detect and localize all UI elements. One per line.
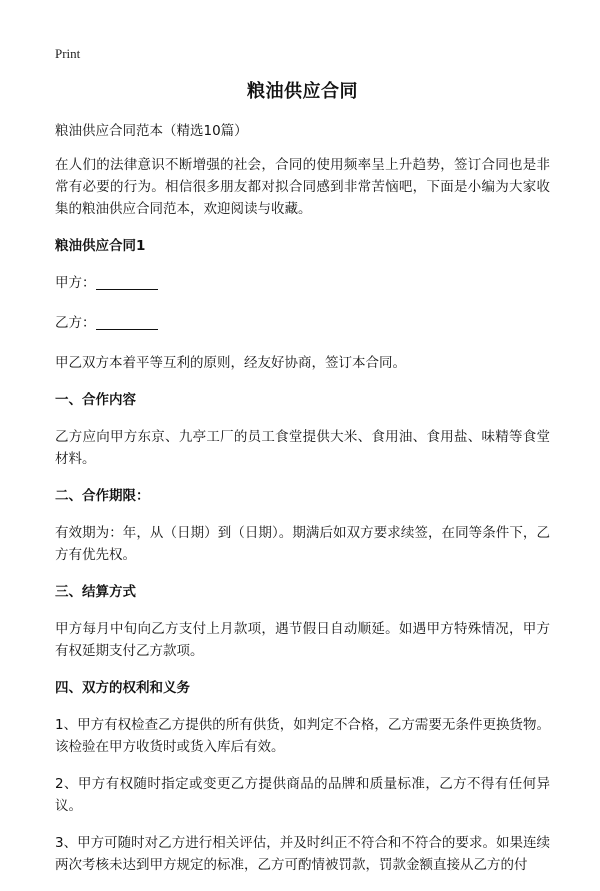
section-3-paragraph-1: 甲方每月中旬向乙方支付上月款项，遇节假日自动顺延。如遇甲方特殊情况，甲方有权延期支付乙方款项。 — [55, 621, 550, 659]
section-heading-4: 四、双方的权利和义务 — [55, 680, 190, 696]
contract-heading: 粮油供应合同1 — [55, 238, 146, 254]
section-1-paragraph-1: 乙方应向甲方东京、九亭工厂的员工食堂提供大米、食用油、食用盐、味精等食堂材料。 — [55, 429, 550, 467]
party-a-label: 甲方： — [55, 275, 96, 291]
document-subtitle: 粮油供应合同范本（精选10篇） — [55, 123, 248, 139]
party-b-line — [55, 312, 550, 334]
section-4-paragraph-2: 2、甲方有权随时指定或变更乙方提供商品的品牌和质量标准，乙方不得有任何异议。 — [55, 776, 550, 814]
document-body — [55, 80, 550, 891]
section-4-paragraph-1: 1、甲方有权检查乙方提供的所有供货，如判定不合格，乙方需要无条件更换货物。该检验在甲方收货时或货入库后有效。 — [55, 717, 550, 755]
section-4-paragraph-3: 3、甲方可随时对乙方进行相关评估，并及时纠正不符合和不符合的要求。如果连续两次考核未达到甲方规定的标准，乙方可酌情被罚款，罚款金额直接从乙方的付 — [55, 835, 550, 873]
section-heading-3: 三、结算方式 — [55, 584, 136, 600]
party-a-line — [55, 272, 550, 294]
party-b-blank — [96, 313, 158, 330]
print-link[interactable]: Print — [55, 46, 81, 61]
section-heading-1: 一、合作内容 — [55, 392, 136, 408]
intro-paragraph: 在人们的法律意识不断增强的社会，合同的使用频率呈上升趋势，签订合同也是非常有必要的行为。相信很多朋友都对拟合同感到非常苦恼吧，下面是小编为大家收集的粮油供应合同范本，欢迎阅读与收藏。 — [55, 157, 550, 217]
party-b-label: 乙方： — [55, 315, 96, 331]
section-2-paragraph-1: 有效期为：年，从（日期）到（日期）。期满后如双方要求续签，在同等条件下，乙方有优先权。 — [55, 525, 550, 563]
section-heading-2: 二、合作期限： — [55, 488, 150, 504]
preamble-paragraph: 甲乙双方本着平等互利的原则，经友好协商，签订本合同。 — [55, 355, 406, 371]
party-a-blank — [96, 273, 158, 290]
document-title: 粮油供应合同 — [247, 81, 358, 102]
